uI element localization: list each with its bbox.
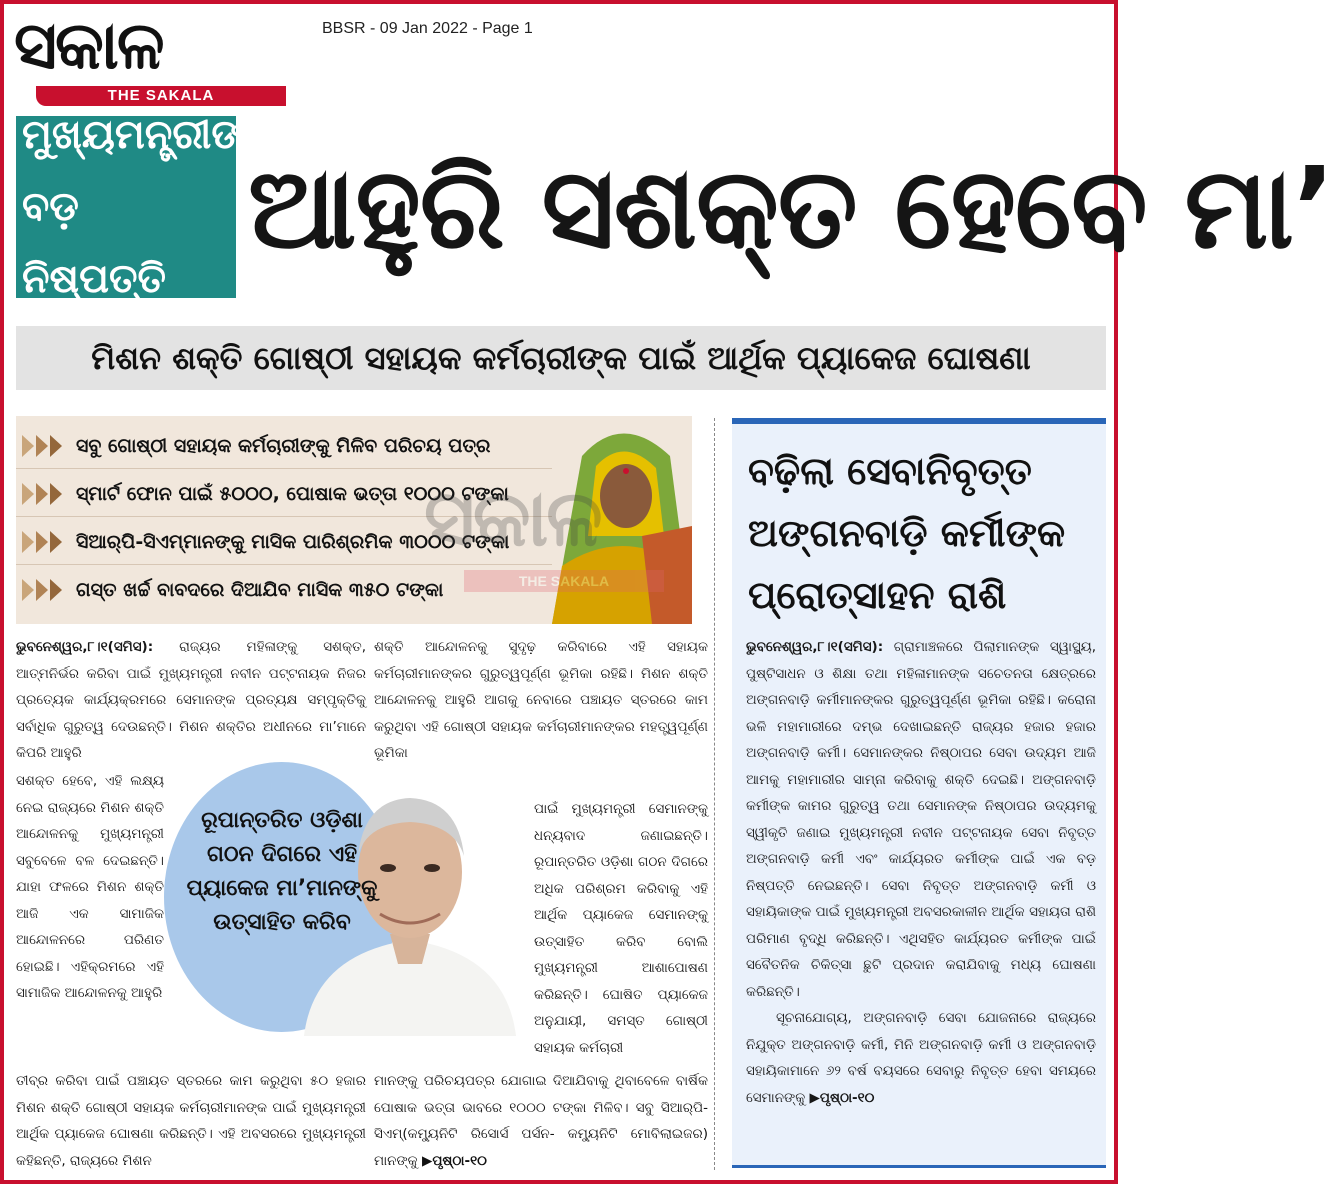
highlight-text: ସବୁ ଗୋଷ୍ଠୀ ସହାୟକ କର୍ମଚାରୀଙ୍କୁ ମିଳିବ ପରିଚୟ ପତ୍ର bbox=[76, 435, 491, 457]
sidebar-story-title bbox=[748, 440, 1098, 626]
logo-subtitle: THE SAKALA bbox=[107, 87, 215, 104]
chevron-right-icon bbox=[22, 579, 66, 601]
highlight-item bbox=[16, 472, 576, 517]
woman-photo bbox=[552, 416, 692, 624]
main-headline: ଆହୁରି ସଶକ୍ତ ହେବେ ମା’ bbox=[248, 144, 1334, 274]
watermark-subtitle: THE SAKALA bbox=[464, 570, 664, 592]
sidebar-title-line-3: ପ୍ରୋତ୍ସାହନ ରାଶି bbox=[748, 573, 1007, 617]
paragraph: ସୂଚନାଯୋଗ୍ୟ, ଅଙ୍ଗନବାଡ଼ି ସେବା ଯୋଜନାରେ ରାଜ୍ୟରେ ନିଯୁକ୍ତ ଅଙ୍ଗନବାଡ଼ି କର୍ମୀ, ମିନି ଅଙ୍ଗନବାଡ଼ି କର୍ମୀ ଓ ଅଙ୍ଗନବାଡ଼ି ସହାୟିକାମାନେ ୬୨ ବର୍ଷ ବୟସରେ ସେବାରୁ ନିବୃତ୍ତ ହେବା ସମୟରେ ସେମାନଙ୍କୁ bbox=[746, 1010, 1096, 1106]
paragraph: ମାନଙ୍କୁ ପରିଚୟପତ୍ର ଯୋଗାଇ ଦିଆଯିବାକୁ ଥିବାବେଳେ ବାର୍ଷିକ ପୋଷାକ ଭତ୍ତା ଭାବରେ ୧୦୦୦ ଟଙ୍କା ମିଳିବ। ସବୁ ସିଆର୍‌ପି-ସିଏମ୍(କମ୍ୟୁନିଟି ରିସୋର୍ସ ପର୍ସନ- କମ୍ୟୁନିଟି ମୋବିଲାଇଜର) ମାନଙ୍କୁ bbox=[374, 1073, 708, 1169]
paragraph: ଶକ୍ତି ଆନ୍ଦୋଳନକୁ ସୁଦୃଢ଼ କରିବାରେ ଏହି ସହାୟକ କର୍ମଚାରୀମାନଙ୍କର ଗୁରୁତ୍ୱପୂର୍ଣ୍ଣ ଭୂମିକା ରହିଛି। ମିଶନ ଶକ୍ତି ଆନ୍ଦୋଳନକୁ ଆହୁରି ଆଗକୁ ନେବାରେ ପଞ୍ଚାୟତ ସ୍ତରରେ କାମ କରୁଥିବା ଏହି ଗୋଷ୍ଠୀ ସହାୟକ କର୍ମଚାରୀମାନଙ୍କର ମହତ୍ତ୍ୱପୂର୍ଣ୍ଣ ଭୂମିକା bbox=[374, 639, 708, 761]
column-divider bbox=[714, 418, 715, 1170]
pullquote-text: ରୂପାନ୍ତରିତ ଓଡ଼ିଶା ଗଠନ ଦିଗରେ ଏହି ପ୍ୟାକେଜ ମା’ମାନଙ୍କୁ ଉତ୍ସାହିତ କରିବ bbox=[186, 808, 378, 935]
subheadline: ମିଶନ ଶକ୍ତି ଗୋଷ୍ଠୀ ସହାୟକ କର୍ମଚାରୀଙ୍କ ପାଇଁ ଆର୍ଥିକ ପ୍ୟାକେଜ ଘୋଷଣା bbox=[91, 339, 1031, 377]
paragraph: ତୀବ୍ର କରିବା ପାଇଁ ପଞ୍ଚାୟତ ସ୍ତରରେ କାମ କରୁଥିବା ୫୦ ହଜାର ମିଶନ ଶକ୍ତି ଗୋଷ୍ଠୀ ସହାୟକ କର୍ମଚାରୀମାନଙ୍କ ପାଇଁ ମୁଖ୍ୟମନ୍ତ୍ରୀ ଆର୍ଥିକ ପ୍ୟାକେଜ ଘୋଷଣା କରିଛନ୍ତି। ଏହି ଅବସରରେ ମୁଖ୍ୟମନ୍ତ୍ରୀ କହିଛନ୍ତି, ରାଜ୍ୟରେ ମିଶନ bbox=[16, 1073, 366, 1169]
article-column-1-top bbox=[16, 634, 366, 767]
paragraph: ଗ୍ରାମାଞ୍ଚଳରେ ପିଲାମାନଙ୍କ ସ୍ୱାସ୍ଥ୍ୟ, ପୁଷ୍ଟିସାଧନ ଓ ଶିକ୍ଷା ତଥା ମହିଳାମାନଙ୍କ ସଚେତନତା କ୍ଷେତ୍ରରେ ଅଙ୍ଗନବାଡ଼ି କର୍ମୀମାନଙ୍କର ଗୁରୁତ୍ୱପୂର୍ଣ୍ଣ ଭୂମିକା ରହିଛି। କରୋନା ଭଳି ମହାମାରୀରେ ଦମ୍ଭ ଦେଖାଇଛନ୍ତି ରାଜ୍ୟର ହଜାର ହଜାର ଅଙ୍ଗନବାଡ଼ି କର୍ମୀ। ସେମାନଙ୍କର ନିଷ୍ଠାପର ସେବା ଉଦ୍ୟମ ଆଜି ଆମକୁ ମହାମାରୀର ସାମ୍ନା କରିବାକୁ ଶକ୍ତି ଦେଇଛି। ଅଙ୍ଗନବାଡ଼ି କର୍ମୀଙ୍କ କାମର ଗୁରୁତ୍ୱ ତଥା ସେମାନଙ୍କ ନିଷ୍ଠାପର ଉଦ୍ୟମକୁ ସ୍ୱୀକୃତି ଜଣାଇ ମୁଖ୍ୟମନ୍ତ୍ରୀ ନବୀନ ପଟ୍ଟନାୟକ ସେବା ନିବୃତ୍ତ ଅଙ୍ଗନବାଡ଼ି କର୍ମୀ ଏବଂ କାର୍ଯ୍ୟରତ କର୍ମୀଙ୍କ ପାଇଁ ଏକ ବଡ଼ ନିଷ୍ପତ୍ତି ନେଇଛନ୍ତି। ସେବା ନିବୃତ୍ତ ଅଙ୍ଗନବାଡ଼ି କର୍ମୀ ଓ ସହାୟିକାଙ୍କ ପାଇଁ ମୁଖ୍ୟମନ୍ତ୍ରୀ ଅବସରକାଳୀନ ଆର୍ଥିକ ସହାୟତା ରାଶି ପରିମାଣ ବୃଦ୍ଧି କରିଛନ୍ତି। ଏଥିସହିତ କାର୍ଯ୍ୟରତ କର୍ମୀଙ୍କ ପାଇଁ ସବୈତନିକ ଚିକିତ୍ସା ଛୁଟି ପ୍ରଦାନ କରାଯିବାକୁ ମଧ୍ୟ ଘୋଷଣା କରିଛନ୍ତି। bbox=[746, 639, 1096, 1000]
kicker-line-2: ବଡ଼ ନିଷ୍ପତ୍ତି bbox=[22, 184, 167, 302]
article-column-1-bottom bbox=[16, 1068, 366, 1174]
headline-kicker bbox=[16, 112, 275, 302]
sidebar-story-body bbox=[746, 634, 1096, 1111]
sidebar-continued-link[interactable]: ▶ପୃଷ୍ଠା-୧୦ bbox=[809, 1089, 875, 1106]
article-column-2-top bbox=[374, 634, 708, 767]
dateline: ଭୁବନେଶ୍ୱର,୮।୧(ସମିସ): bbox=[16, 639, 154, 655]
highlight-text: ଗସ୍ତ ଖର୍ଚ୍ଚ ବାବଦରେ ଦିଆଯିବ ମାସିକ ୩୫୦ ଟଙ୍କା bbox=[76, 579, 444, 601]
highlight-text: ସିଆର୍‌ପି-ସିଏମ୍‌ମାନଙ୍କୁ ମାସିକ ପାରିଶ୍ରମିକ ୩୦୦୦ ଟଙ୍କା bbox=[76, 531, 510, 553]
watermark-wordmark: ସକାଳ bbox=[424, 474, 601, 564]
highlight-item bbox=[16, 568, 576, 612]
sidebar-title-line-2: ଅଙ୍ଗନବାଡ଼ି କର୍ମୀଙ୍କ bbox=[748, 511, 1066, 555]
chevron-right-icon bbox=[22, 483, 66, 505]
paragraph: ସଶକ୍ତ ହେବେ, ଏହି ଲକ୍ଷ୍ୟ ନେଇ ରାଜ୍ୟରେ ମିଶନ ଶକ୍ତି ଆନ୍ଦୋଳନକୁ ମୁଖ୍ୟମନ୍ତ୍ରୀ ସବୁବେଳେ ବଳ ଦେଇଛନ୍ତି। ଯାହା ଫଳରେ ମିଶନ ଶକ୍ତି ଆଜି ଏକ ସାମାଜିକ ଆନ୍ଦୋଳନରେ ପରିଣତ ହୋଇଛି। ଏହିକ୍ରମରେ ଏହି ସାମାଜିକ ଆନ୍ଦୋଳନକୁ ଆହୁରି bbox=[16, 773, 164, 1001]
chevron-right-icon bbox=[22, 435, 66, 457]
sidebar-dateline: ଭୁବନେଶ୍ୱର,୮।୧(ସମିସ): bbox=[746, 639, 884, 655]
article-column-2-bottom bbox=[374, 1068, 708, 1174]
masthead bbox=[8, 4, 308, 108]
edition-info: BBSR - 09 Jan 2022 - Page 1 bbox=[322, 20, 533, 37]
chevron-right-icon bbox=[22, 531, 66, 553]
paragraph: ରାଜ୍ୟର ମହିଳାଙ୍କୁ ସଶକ୍ତ, ଆତ୍ମନିର୍ଭର କରିବା ପାଇଁ ମୁଖ୍ୟମନ୍ତ୍ରୀ ନବୀନ ପଟ୍ଟନାୟକ ନିଜର ପ୍ରତ୍ୟେକ କାର୍ଯ୍ୟକ୍ରମରେ ସେମାନଙ୍କ ପ୍ରତ୍ୟକ୍ଷ ସମ୍ପୃକ୍ତିକୁ ସର୍ବାଧିକ ଗୁରୁତ୍ୱ ଦେଉଛନ୍ତି। ମିଶନ ଶକ୍ତିର ଅଧୀନରେ ମା’ମାନେ କିପରି ଆହୁରି bbox=[16, 639, 366, 761]
article-column-1-side bbox=[16, 768, 164, 1007]
sidebar-title-line-1: ବଢ଼ିଲା ସେବାନିବୃତ୍ତ bbox=[748, 449, 1032, 493]
logo-wordmark: ସକାଳ bbox=[14, 7, 163, 84]
article-column-2-side bbox=[534, 796, 708, 1061]
highlight-text: ସ୍ମାର୍ଟ ଫୋନ ପାଇଁ ୫୦୦୦, ପୋଷାକ ଭତ୍ତା ୧୦୦୦ ଟଙ୍କା bbox=[76, 483, 509, 505]
highlight-item bbox=[16, 424, 576, 469]
paragraph: ପାଇଁ ମୁଖ୍ୟମନ୍ତ୍ରୀ ସେମାନଙ୍କୁ ଧନ୍ୟବାଦ ଜଣାଇଛନ୍ତି। ରୂପାନ୍ତରିତ ଓଡ଼ିଶା ଗଠନ ଦିଗରେ ଅଧିକ ପରିଶ୍ରମ କରିବାକୁ ଏହି ଆର୍ଥିକ ପ୍ୟାକେଜ ସେମାନଙ୍କୁ ଉତ୍ସାହିତ କରିବ ବୋଲି ମୁଖ୍ୟମନ୍ତ୍ରୀ ଆଶାପୋଷଣ କରିଛନ୍ତି। ଘୋଷିତ ପ୍ୟାକେଜ ଅନୁଯାୟୀ, ସମସ୍ତ ଗୋଷ୍ଠୀ ସହାୟକ କର୍ମଚାରୀ bbox=[534, 801, 708, 1056]
continued-link[interactable]: ▶ପୃଷ୍ଠା-୧୦ bbox=[421, 1152, 487, 1169]
kicker-line-1: ମୁଖ୍ୟମନ୍ତ୍ରୀଙ୍କ bbox=[22, 112, 275, 158]
highlight-item bbox=[16, 520, 576, 565]
